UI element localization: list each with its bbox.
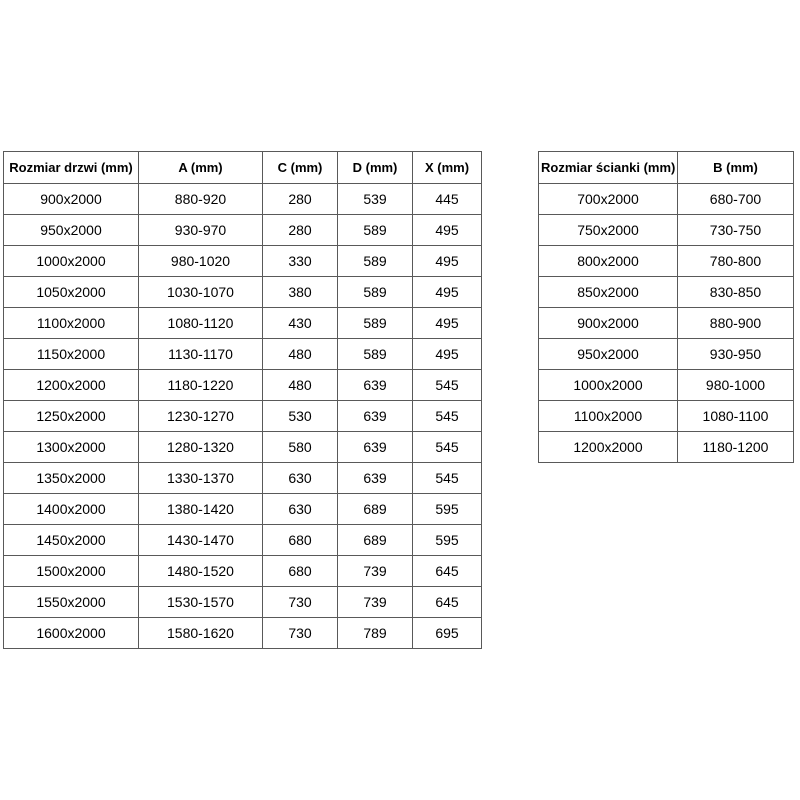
table-cell: 1380-1420 xyxy=(139,494,263,525)
table-cell: 689 xyxy=(338,525,413,556)
table-row xyxy=(539,370,794,401)
column-header: B (mm) xyxy=(678,152,794,184)
table-cell: 950x2000 xyxy=(4,215,139,246)
table-cell: 1480-1520 xyxy=(139,556,263,587)
table-cell: 800x2000 xyxy=(539,246,678,277)
table-cell: 1350x2000 xyxy=(4,463,139,494)
table-cell: 445 xyxy=(413,184,482,215)
table-row xyxy=(539,277,794,308)
table-cell: 380 xyxy=(263,277,338,308)
table-cell: 695 xyxy=(413,618,482,649)
table-row xyxy=(4,370,482,401)
table-cell: 1550x2000 xyxy=(4,587,139,618)
table-cell: 495 xyxy=(413,246,482,277)
table-cell: 495 xyxy=(413,215,482,246)
header-row xyxy=(539,152,794,184)
table-cell: 639 xyxy=(338,432,413,463)
table-cell: 739 xyxy=(338,556,413,587)
table-row xyxy=(539,401,794,432)
table-cell: 980-1000 xyxy=(678,370,794,401)
table-cell: 780-800 xyxy=(678,246,794,277)
table-cell: 1080-1100 xyxy=(678,401,794,432)
table-cell: 480 xyxy=(263,370,338,401)
table-cell: 680 xyxy=(263,556,338,587)
table-cell: 730-750 xyxy=(678,215,794,246)
table-row xyxy=(4,246,482,277)
table-cell: 545 xyxy=(413,401,482,432)
table-cell: 539 xyxy=(338,184,413,215)
table-row xyxy=(539,184,794,215)
header-row xyxy=(4,152,482,184)
table-cell: 1500x2000 xyxy=(4,556,139,587)
table-row xyxy=(4,494,482,525)
table-cell: 1200x2000 xyxy=(539,432,678,463)
table-cell: 880-920 xyxy=(139,184,263,215)
table-row xyxy=(4,556,482,587)
table-cell: 589 xyxy=(338,277,413,308)
table-cell: 589 xyxy=(338,215,413,246)
table-cell: 630 xyxy=(263,494,338,525)
table-cell: 1280-1320 xyxy=(139,432,263,463)
table-cell: 1130-1170 xyxy=(139,339,263,370)
table-cell: 330 xyxy=(263,246,338,277)
table-cell: 1450x2000 xyxy=(4,525,139,556)
table-cell: 1400x2000 xyxy=(4,494,139,525)
column-header: D (mm) xyxy=(338,152,413,184)
table-cell: 1300x2000 xyxy=(4,432,139,463)
table-cell: 595 xyxy=(413,494,482,525)
table-cell: 950x2000 xyxy=(539,339,678,370)
table-cell: 639 xyxy=(338,370,413,401)
table-row xyxy=(4,339,482,370)
door-size-table xyxy=(3,151,482,649)
table-cell: 639 xyxy=(338,463,413,494)
table-cell: 645 xyxy=(413,556,482,587)
table-cell: 900x2000 xyxy=(539,308,678,339)
table-row xyxy=(539,246,794,277)
wall-size-table xyxy=(538,151,794,463)
table-row xyxy=(4,184,482,215)
table-cell: 1000x2000 xyxy=(4,246,139,277)
table-cell: 930-970 xyxy=(139,215,263,246)
table-row xyxy=(4,618,482,649)
table-cell: 980-1020 xyxy=(139,246,263,277)
table-cell: 589 xyxy=(338,308,413,339)
table-cell: 495 xyxy=(413,277,482,308)
table-cell: 280 xyxy=(263,184,338,215)
table-cell: 1000x2000 xyxy=(539,370,678,401)
table-cell: 1180-1200 xyxy=(678,432,794,463)
table-cell: 700x2000 xyxy=(539,184,678,215)
table-cell: 480 xyxy=(263,339,338,370)
table-cell: 689 xyxy=(338,494,413,525)
table-cell: 495 xyxy=(413,308,482,339)
table-cell: 1330-1370 xyxy=(139,463,263,494)
table-cell: 1430-1470 xyxy=(139,525,263,556)
column-header: Rozmiar drzwi (mm) xyxy=(4,152,139,184)
table-cell: 680-700 xyxy=(678,184,794,215)
table-cell: 730 xyxy=(263,618,338,649)
table-row xyxy=(4,432,482,463)
table-cell: 789 xyxy=(338,618,413,649)
table-cell: 1250x2000 xyxy=(4,401,139,432)
table-cell: 1080-1120 xyxy=(139,308,263,339)
column-header: A (mm) xyxy=(139,152,263,184)
table-row xyxy=(4,215,482,246)
table-row xyxy=(4,277,482,308)
table-row xyxy=(4,587,482,618)
table-cell: 1150x2000 xyxy=(4,339,139,370)
table-cell: 730 xyxy=(263,587,338,618)
table-cell: 430 xyxy=(263,308,338,339)
table-cell: 1100x2000 xyxy=(539,401,678,432)
table-row xyxy=(539,215,794,246)
table-row xyxy=(4,525,482,556)
table-cell: 545 xyxy=(413,432,482,463)
table-cell: 1530-1570 xyxy=(139,587,263,618)
table-cell: 630 xyxy=(263,463,338,494)
table-row xyxy=(4,308,482,339)
table-cell: 580 xyxy=(263,432,338,463)
table-cell: 545 xyxy=(413,463,482,494)
table-cell: 639 xyxy=(338,401,413,432)
table-cell: 1200x2000 xyxy=(4,370,139,401)
table-cell: 739 xyxy=(338,587,413,618)
table-row xyxy=(539,308,794,339)
table-cell: 589 xyxy=(338,246,413,277)
table-cell: 1030-1070 xyxy=(139,277,263,308)
table-cell: 1050x2000 xyxy=(4,277,139,308)
table-row xyxy=(4,463,482,494)
table-cell: 589 xyxy=(338,339,413,370)
table-cell: 680 xyxy=(263,525,338,556)
table-cell: 830-850 xyxy=(678,277,794,308)
table-row xyxy=(4,401,482,432)
table-cell: 545 xyxy=(413,370,482,401)
table-cell: 595 xyxy=(413,525,482,556)
column-header: Rozmiar ścianki (mm) xyxy=(539,152,678,184)
table-cell: 1230-1270 xyxy=(139,401,263,432)
table-cell: 495 xyxy=(413,339,482,370)
table-cell: 645 xyxy=(413,587,482,618)
table-cell: 280 xyxy=(263,215,338,246)
table-cell: 900x2000 xyxy=(4,184,139,215)
table-cell: 750x2000 xyxy=(539,215,678,246)
table-cell: 930-950 xyxy=(678,339,794,370)
table-cell: 1600x2000 xyxy=(4,618,139,649)
table-cell: 530 xyxy=(263,401,338,432)
column-header: X (mm) xyxy=(413,152,482,184)
table-cell: 1580-1620 xyxy=(139,618,263,649)
table-cell: 1180-1220 xyxy=(139,370,263,401)
table-row xyxy=(539,432,794,463)
table-cell: 850x2000 xyxy=(539,277,678,308)
table-cell: 1100x2000 xyxy=(4,308,139,339)
table-cell: 880-900 xyxy=(678,308,794,339)
column-header: C (mm) xyxy=(263,152,338,184)
table-row xyxy=(539,339,794,370)
